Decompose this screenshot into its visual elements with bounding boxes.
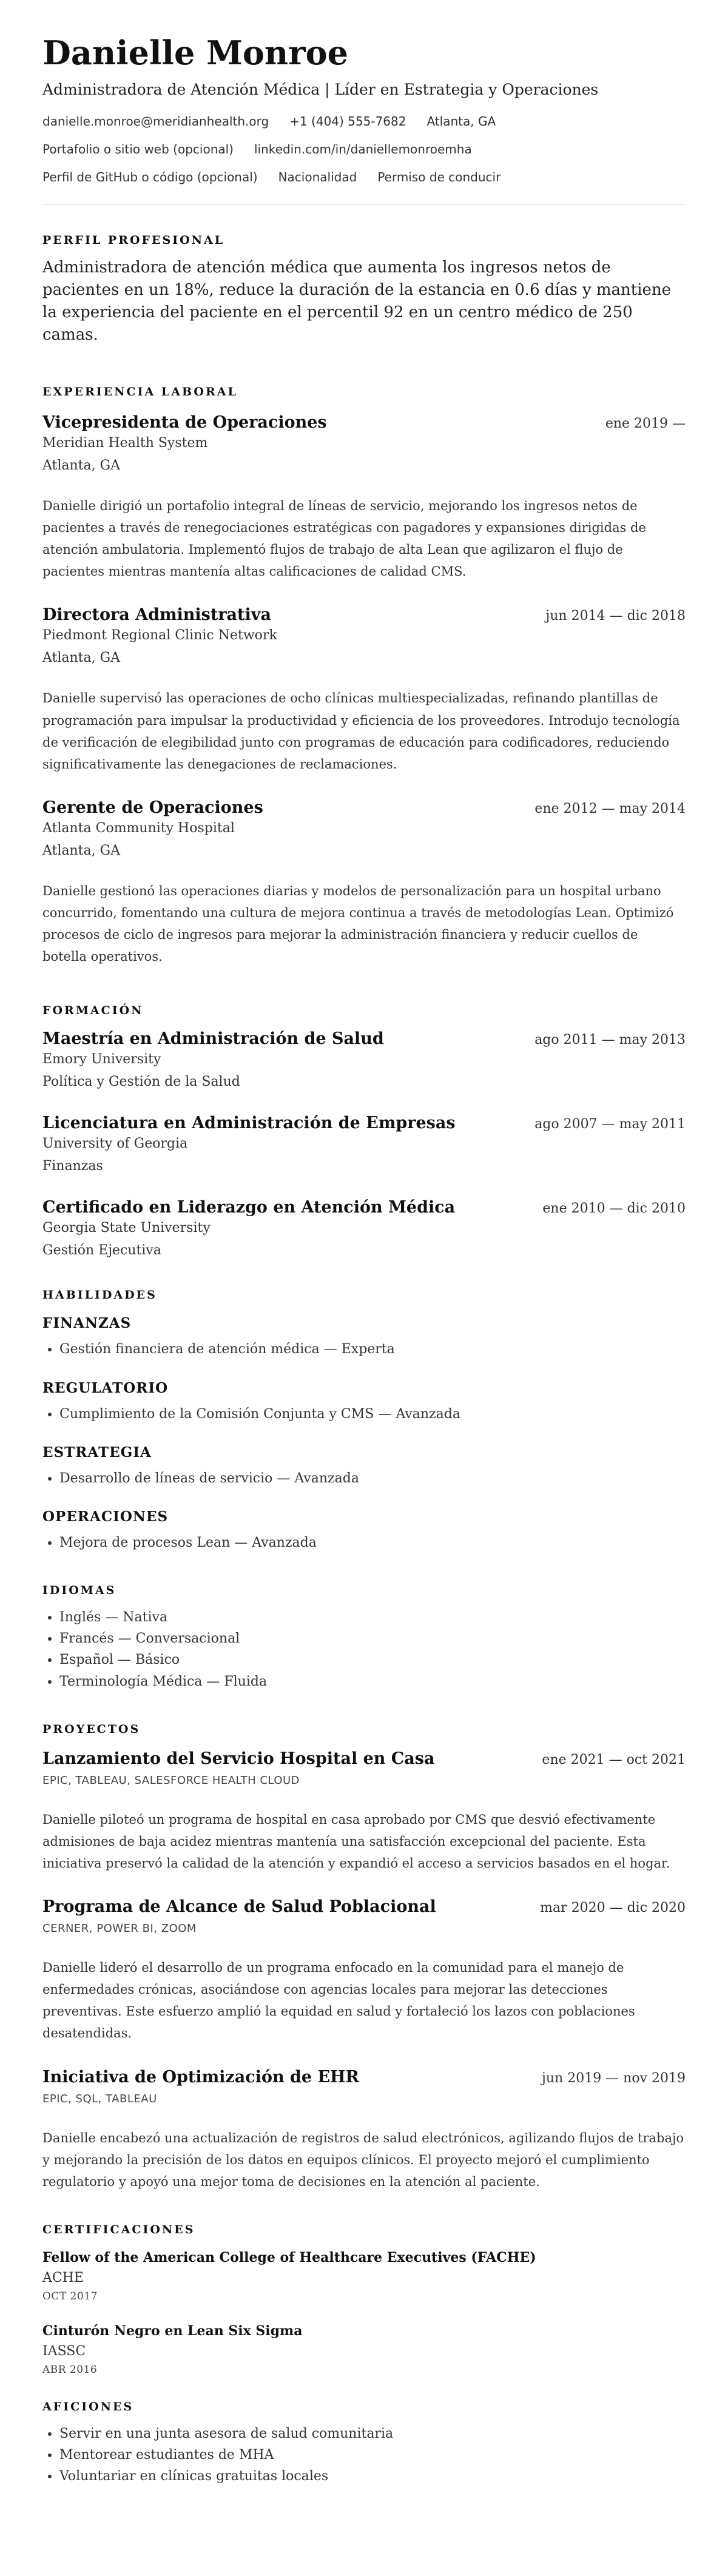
degree-field: Gestión Ejecutiva (42, 1243, 161, 1259)
skill-category: OPERACIONES (42, 1508, 169, 1525)
certification-issuer: IASSC (42, 2343, 86, 2359)
profile-section (42, 234, 686, 346)
experience-entry (42, 413, 686, 582)
job-dates: jun 2014 — dic 2018 (545, 608, 686, 624)
certifications-section (42, 2223, 686, 2376)
skill-item: • Desarrollo de líneas de servicio — Avanzada (59, 1468, 686, 1489)
experience-entry (42, 605, 686, 775)
project-description: Danielle encabezó una actualización de registros de salud electrónicos, agilizando flujos de trabajo y mejorando la precisión de los datos en equipos clínicos. El proyecto mejoró el cumplimiento regulatorio y apoyó una mejor toma de decisiones en la atención al paciente. (42, 2130, 684, 2189)
education-entry (42, 1198, 686, 1258)
section-title-experience: EXPERIENCIA LABORAL (42, 385, 238, 399)
job-org: Meridian Health System (42, 435, 208, 451)
job-title: Vicepresidenta de Operaciones (42, 413, 327, 432)
section-title-profile: PERFIL PROFESIONAL (42, 234, 225, 247)
skill-group (42, 1508, 686, 1553)
project-tech: EPIC, TABLEAU, SALESFORCE HEALTH CLOUD (42, 1774, 300, 1787)
job-dates: ene 2012 — may 2014 (534, 801, 686, 816)
language-item: • Francés — Conversacional (59, 1628, 686, 1649)
project-name: Iniciativa de Optimización de EHR (42, 2067, 359, 2087)
project-dates: mar 2020 — dic 2020 (540, 1900, 686, 1916)
experience-section (42, 385, 686, 967)
project-description: Danielle lideró el desarrollo de un programa enfocado en la comunidad para el manejo de enfermedades crónicas, asociándose con agencias locales para mejorar las detecciones preventivas. Este esfuerzo amplió la equidad en salud y fortaleció los lazos con poblaciones desatendidas. (42, 1960, 635, 2041)
hobbies-section (42, 2400, 686, 2487)
skill-item: • Cumplimiento de la Comisión Conjunta y CMS — Avanzada (59, 1404, 686, 1425)
certification-entry (42, 2323, 686, 2376)
section-title-hobbies: AFICIONES (42, 2399, 134, 2413)
skills-section (42, 1288, 686, 1553)
job-org: Piedmont Regional Clinic Network (42, 628, 277, 644)
section-title-languages: IDIOMAS (42, 1584, 116, 1598)
certification-date: ABR 2016 (42, 2363, 98, 2376)
job-description: Danielle supervisó las operaciones de ocho clínicas multiespecializadas, refinando plantillas de programación para impulsar la productividad y eficiencia de los proveedores. Introdujo tecnología de verificación de elegibilidad junto con programas de educación para codificadores, reduciendo significativamente las denegaciones de reclamaciones. (42, 691, 680, 772)
job-description: Danielle gestionó las operaciones diarias y modelos de personalización para un hospital urbano concurrido, fomentando una cultura de mejora continua a través de metodologías Lean. Optimizó procesos de ciclo de ingresos para mejorar la administración financiera y reducir cuellos de botella operativos. (42, 883, 674, 964)
hobby-item: • Servir en una junta asesora de salud comunitaria (59, 2423, 686, 2444)
skill-item: • Gestión financiera de atención médica — Experta (59, 1339, 686, 1360)
degree-field: Finanzas (42, 1159, 103, 1174)
education-entry (42, 1029, 686, 1089)
candidate-name: Danielle Monroe (42, 33, 349, 72)
skill-category: ESTRATEGIA (42, 1444, 152, 1461)
license-text: Permiso de conducir (377, 170, 501, 185)
job-title: Gerente de Operaciones (42, 798, 263, 817)
contact-row-3 (42, 170, 686, 184)
languages-section (42, 1584, 686, 1692)
contact-row-1 (42, 114, 686, 129)
job-description: Danielle dirigió un portafolio integral de líneas de servicio, mejorando los ingresos netos de pacientes a través de renegociaciones estratégicas con pagadores y expansiones dirigidas de atención ambulatoria. Implementó flujos de trabajo de alta Lean que agilizaron el flujo de pacientes mientras mantenía altas calificaciones de calidad CMS. (42, 499, 646, 579)
project-tech: CERNER, POWER BI, ZOOM (42, 1922, 197, 1935)
phone-text[interactable]: +1 (404) 555-7682 (289, 114, 406, 129)
skill-group (42, 1315, 686, 1360)
project-dates: ene 2021 — oct 2021 (542, 1752, 686, 1767)
projects-section (42, 1723, 686, 2193)
github-link[interactable]: Perfil de GitHub o código (opcional) (42, 170, 258, 185)
project-description: Danielle piloteó un programa de hospital en casa aprobado por CMS que desvió efectivamente admisiones de baja acidez mientras mantenía una satisfacción excepcional del paciente. Esta iniciativa preservó la calidad de la atención y expandió el acceso a servicios basados en el hogar. (42, 1812, 670, 1871)
hobby-item: • Mentorear estudiantes de MHA (59, 2444, 686, 2466)
profile-summary: Administradora de atención médica que aumenta los ingresos netos de pacientes en un 18%, reduce la duración de la estancia en 0.6 días y mantiene la experiencia del paciente en el percentil 92 en un centro médico de 250 camas. (42, 258, 672, 345)
job-location: Atlanta, GA (42, 842, 121, 858)
linkedin-link[interactable]: linkedin.com/in/daniellemonroemha (254, 142, 472, 157)
degree-dates: ago 2011 — may 2013 (534, 1032, 686, 1048)
job-dates: ene 2019 — (605, 416, 686, 432)
section-title-skills: HABILIDADES (42, 1288, 157, 1302)
project-entry (42, 1897, 686, 2044)
degree-dates: ene 2010 — dic 2010 (542, 1201, 686, 1217)
education-section (42, 1004, 686, 1258)
contact-row-2 (42, 142, 686, 156)
project-tech: EPIC, SQL, TABLEAU (42, 2092, 157, 2105)
portfolio-link[interactable]: Portafolio o sitio web (opcional) (42, 142, 234, 157)
skill-category: FINANZAS (42, 1315, 132, 1332)
project-name: Programa de Alcance de Salud Poblacional (42, 1897, 436, 1917)
job-location: Atlanta, GA (42, 650, 121, 666)
language-item: • Terminología Médica — Fluida (59, 1671, 686, 1692)
skill-group (42, 1444, 686, 1489)
certification-name: Cinturón Negro en Lean Six Sigma (42, 2322, 303, 2339)
location-text: Atlanta, GA (426, 114, 496, 129)
skill-item: • Mejora de procesos Lean — Avanzada (59, 1532, 686, 1553)
hobby-item: • Voluntariar en clínicas gratuitas locales (59, 2466, 686, 2487)
section-title-education: FORMACIÓN (42, 1004, 144, 1018)
project-entry (42, 1749, 686, 1874)
language-item: • Inglés — Nativa (59, 1607, 686, 1628)
section-title-projects: PROYECTOS (42, 1722, 141, 1736)
headline: Administradora de Atención Médica | Líder en Estrategia y Operaciones (42, 81, 599, 99)
skill-group (42, 1380, 686, 1425)
degree-title: Certificado en Liderazgo en Atención Médica (42, 1198, 456, 1217)
skill-category: REGULATORIO (42, 1379, 169, 1396)
degree-dates: ago 2007 — may 2011 (534, 1117, 686, 1132)
email-link[interactable]: danielle.monroe@meridianhealth.org (42, 114, 269, 129)
certification-issuer: ACHE (42, 2270, 84, 2285)
school-name: Emory University (42, 1052, 161, 1068)
certification-name: Fellow of the American College of Healthcare Executives (FACHE) (42, 2249, 536, 2265)
school-name: University of Georgia (42, 1136, 188, 1152)
degree-title: Maestría en Administración de Salud (42, 1029, 384, 1049)
certification-date: OCT 2017 (42, 2290, 98, 2302)
job-location: Atlanta, GA (42, 458, 121, 474)
project-name: Lanzamiento del Servicio Hospital en Casa (42, 1749, 435, 1768)
section-title-certifications: CERTIFICACIONES (42, 2222, 195, 2236)
nationality-text: Nacionalidad (278, 170, 357, 185)
school-name: Georgia State University (42, 1220, 211, 1236)
degree-title: Licenciatura en Administración de Empresas (42, 1114, 456, 1133)
language-item: • Español — Básico (59, 1649, 686, 1670)
experience-entry (42, 798, 686, 967)
project-entry (42, 2068, 686, 2193)
degree-field: Política y Gestión de la Salud (42, 1074, 240, 1090)
job-org: Atlanta Community Hospital (42, 820, 235, 836)
education-entry (42, 1114, 686, 1174)
job-title: Directora Administrativa (42, 605, 271, 625)
project-dates: jun 2019 — nov 2019 (542, 2070, 686, 2086)
certification-entry (42, 2250, 686, 2302)
